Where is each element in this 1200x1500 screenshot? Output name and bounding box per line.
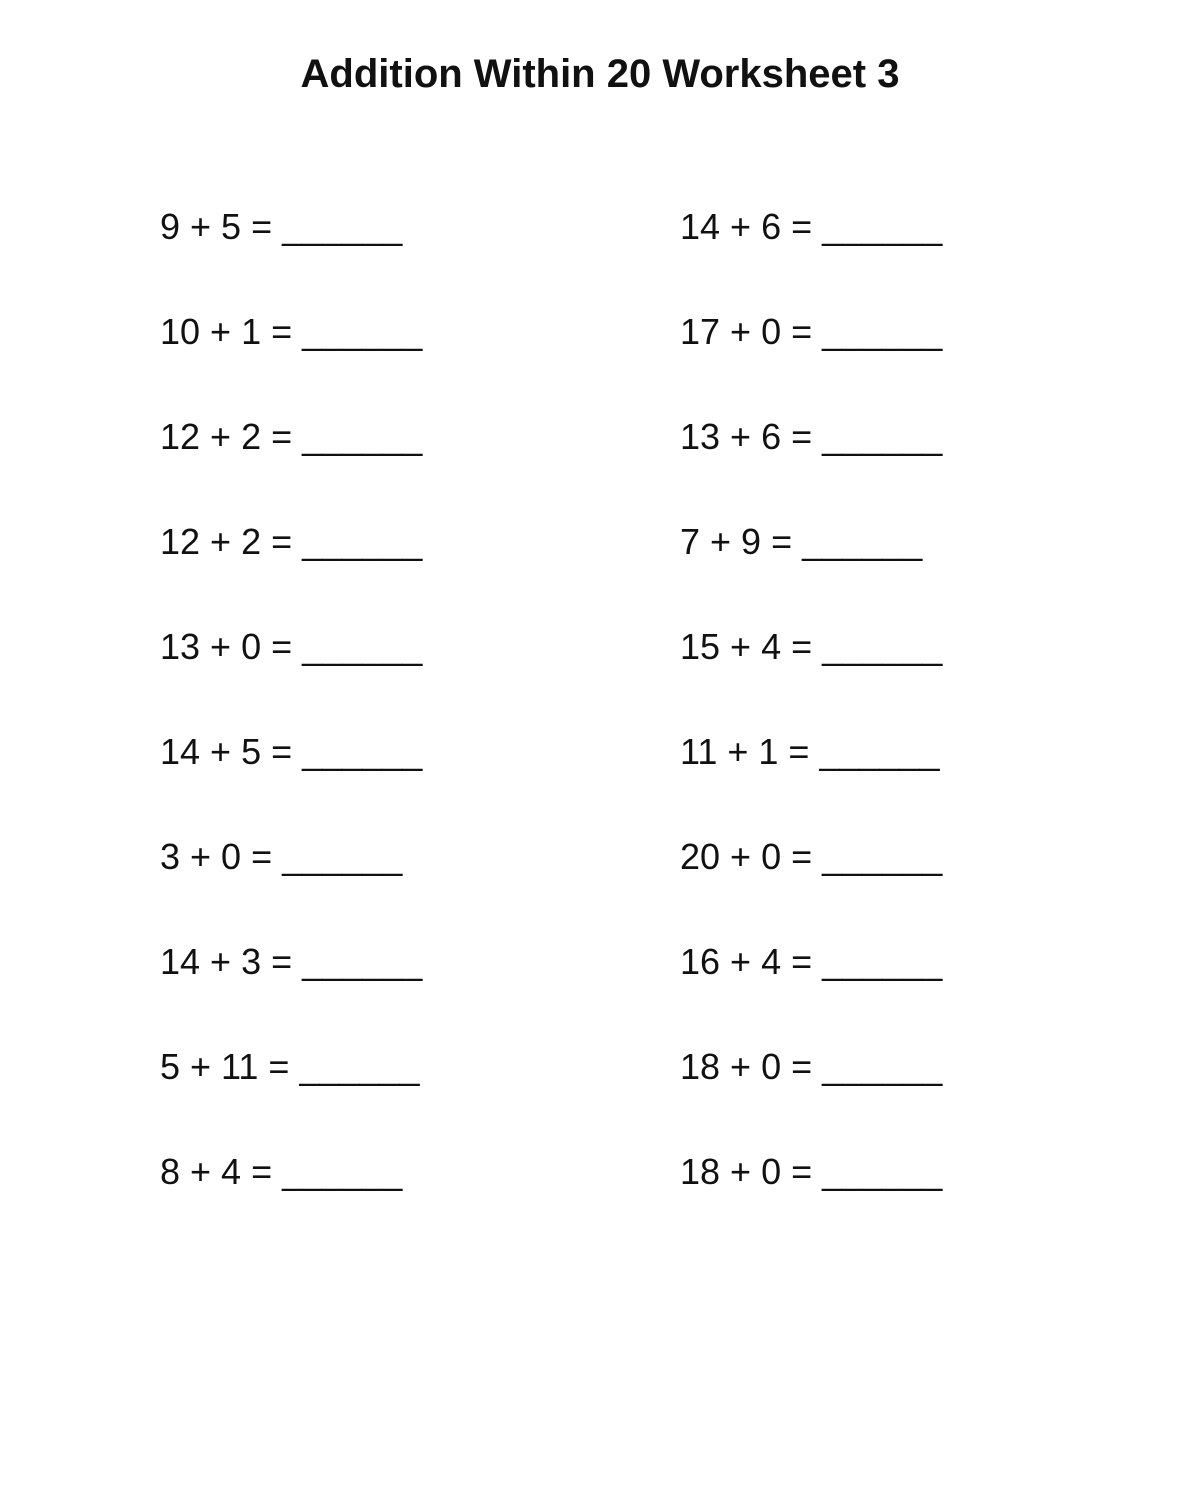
- problem-item: 14 + 3 = ______: [160, 941, 423, 982]
- problem-item: 5 + 11 = ______: [160, 1046, 420, 1087]
- problem-item: 13 + 6 = ______: [680, 416, 943, 457]
- problem-item: 15 + 4 = ______: [680, 626, 943, 667]
- problem-item: 7 + 9 = ______: [680, 521, 923, 562]
- problem-item: 14 + 6 = ______: [680, 206, 943, 247]
- problem-item: 13 + 0 = ______: [160, 626, 423, 667]
- problem-item: 3 + 0 = ______: [160, 836, 403, 877]
- problem-item: 12 + 2 = ______: [160, 416, 423, 457]
- problem-item: 8 + 4 = ______: [160, 1151, 403, 1192]
- problem-item: 11 + 1 = ______: [680, 731, 940, 772]
- problem-item: 12 + 2 = ______: [160, 521, 423, 562]
- problem-item: 14 + 5 = ______: [160, 731, 423, 772]
- problem-item: 20 + 0 = ______: [680, 836, 943, 877]
- worksheet-title: Addition Within 20 Worksheet 3: [300, 52, 900, 96]
- problem-item: 18 + 0 = ______: [680, 1151, 943, 1192]
- problem-item: 16 + 4 = ______: [680, 941, 943, 982]
- problem-item: 17 + 0 = ______: [680, 311, 943, 352]
- problem-item: 18 + 0 = ______: [680, 1046, 943, 1087]
- problem-item: 9 + 5 = ______: [160, 206, 403, 247]
- problem-item: 10 + 1 = ______: [160, 311, 423, 352]
